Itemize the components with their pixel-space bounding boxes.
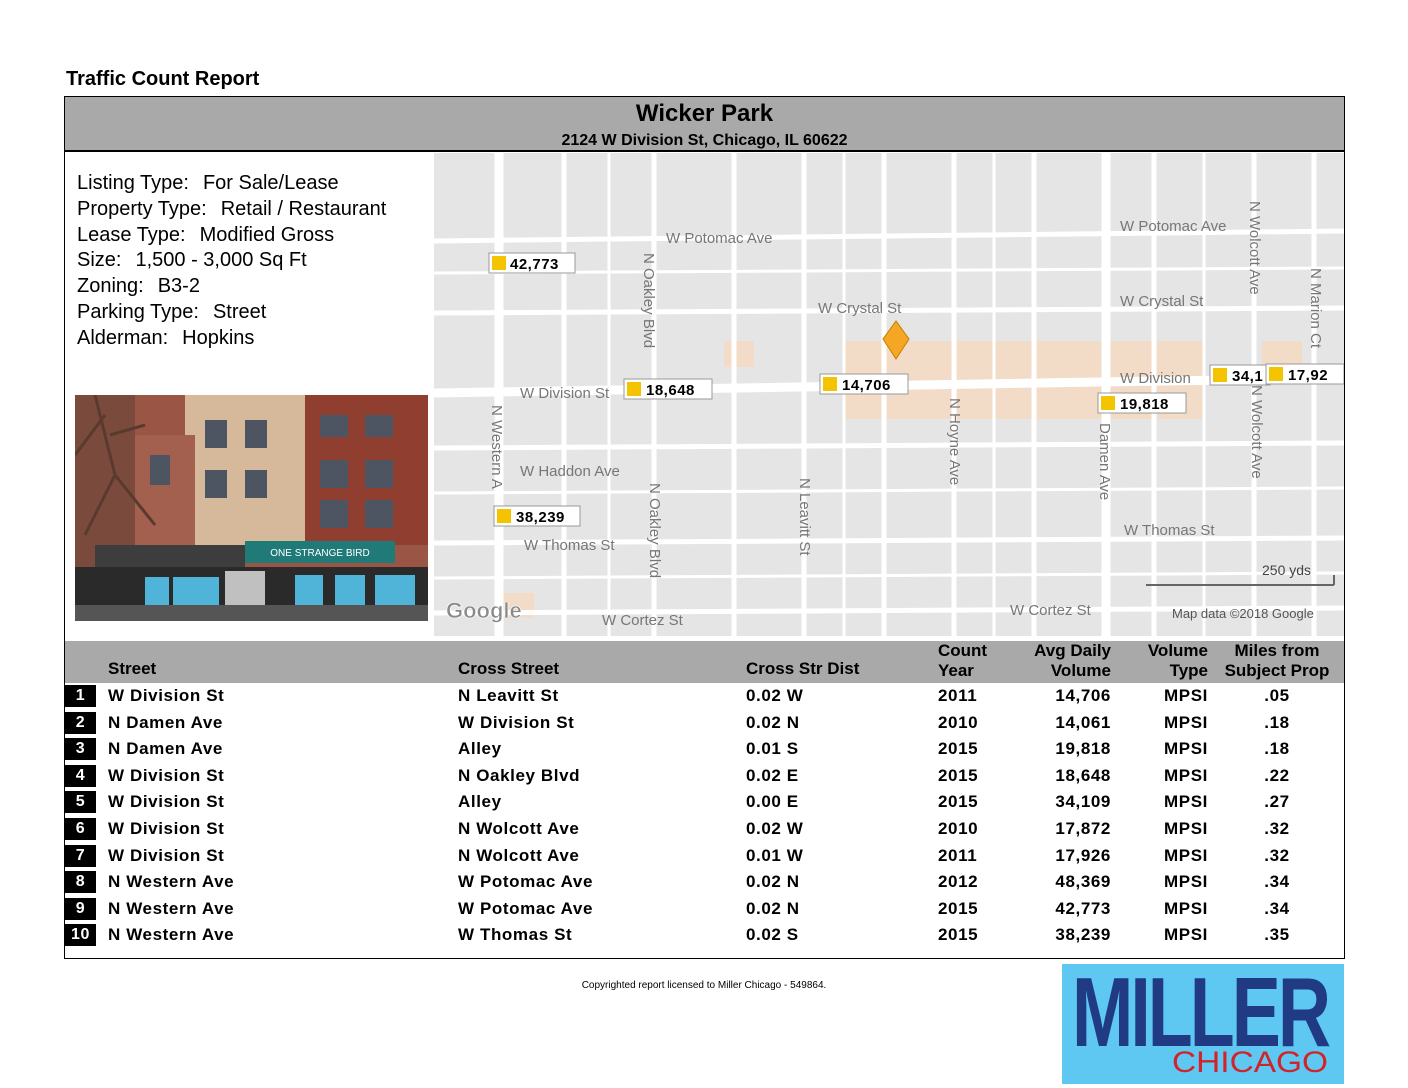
row-number-badge: 9 bbox=[65, 898, 96, 920]
detail-value: B3-2 bbox=[157, 275, 200, 298]
table-row bbox=[65, 870, 1344, 896]
cell-type: MPSI bbox=[1164, 819, 1208, 838]
row-number-badge: 5 bbox=[65, 791, 96, 813]
cell-cross: N Wolcott Ave bbox=[458, 845, 580, 865]
cell-dist: 0.02 N bbox=[746, 898, 800, 918]
cell-street: W Division St bbox=[108, 819, 225, 838]
cell-type: MPSI bbox=[1164, 792, 1208, 812]
cell-volume: 18,648 bbox=[1055, 765, 1111, 785]
traffic-map[interactable] bbox=[434, 153, 1344, 636]
count-marker[interactable] bbox=[820, 374, 908, 394]
cell-street: W Division St bbox=[108, 765, 225, 785]
detail-row bbox=[77, 171, 386, 197]
cell-dist: 0.02 N bbox=[746, 712, 800, 732]
count-label: 19,818 bbox=[1120, 396, 1169, 413]
count-marker[interactable] bbox=[1210, 365, 1270, 385]
cell-volume: 34,109 bbox=[1055, 792, 1111, 812]
cell-year: 2012 bbox=[938, 872, 979, 892]
cell-type: MPSI bbox=[1164, 898, 1208, 918]
count-marker[interactable] bbox=[494, 506, 580, 526]
logo-line-chicago: CHICAGO bbox=[1172, 1046, 1328, 1079]
count-label: 18,648 bbox=[646, 382, 695, 399]
cell-street: N Damen Ave bbox=[108, 739, 223, 759]
row-number-badge: 2 bbox=[65, 712, 96, 734]
street-label: W Division bbox=[1120, 370, 1191, 387]
cell-dist: 0.01 S bbox=[746, 739, 799, 759]
count-label: 17,92 bbox=[1288, 367, 1329, 384]
count-label: 14,706 bbox=[842, 377, 891, 394]
cell-dist: 0.01 W bbox=[746, 845, 804, 865]
street-label: N Hoyne Ave bbox=[946, 398, 963, 486]
table-row bbox=[65, 923, 1344, 949]
cell-cross: W Potomac Ave bbox=[458, 898, 594, 918]
row-number-badge: 3 bbox=[65, 738, 96, 760]
cell-type: MPSI bbox=[1164, 872, 1208, 892]
cell-volume: 38,239 bbox=[1055, 925, 1111, 945]
cell-cross: W Division St bbox=[458, 712, 575, 732]
property-name: Wicker Park bbox=[635, 100, 774, 127]
col-volume-1: Avg Daily bbox=[1034, 641, 1111, 660]
cell-type: MPSI bbox=[1164, 765, 1208, 785]
cell-year: 2015 bbox=[938, 898, 979, 918]
detail-row bbox=[77, 248, 386, 274]
street-label: W Thomas St bbox=[524, 537, 615, 554]
detail-row bbox=[77, 326, 386, 352]
table-row bbox=[65, 844, 1344, 870]
detail-key: Size: bbox=[77, 249, 122, 272]
col-miles-2: Subject Prop bbox=[1224, 661, 1330, 680]
detail-row bbox=[77, 300, 386, 326]
cell-miles: .32 bbox=[1264, 819, 1290, 838]
cell-volume: 14,706 bbox=[1055, 686, 1111, 705]
cell-miles: .22 bbox=[1264, 765, 1290, 785]
cell-volume: 14,061 bbox=[1055, 712, 1111, 732]
row-number-badge: 4 bbox=[65, 765, 96, 787]
cell-type: MPSI bbox=[1164, 925, 1208, 945]
street-label: W Cortez St bbox=[1010, 602, 1091, 619]
cell-year: 2015 bbox=[938, 739, 979, 759]
cell-miles: .34 bbox=[1264, 872, 1290, 892]
count-label: 34,1 bbox=[1232, 368, 1264, 385]
street-label: Damen Ave bbox=[1096, 423, 1113, 501]
table-row bbox=[65, 764, 1344, 790]
cell-volume: 17,926 bbox=[1055, 845, 1111, 865]
row-number-badge: 8 bbox=[65, 871, 96, 893]
report-title: Traffic Count Report bbox=[66, 68, 260, 90]
street-label: W Thomas St bbox=[1124, 522, 1215, 539]
cell-dist: 0.00 E bbox=[746, 792, 799, 812]
street-label: W Crystal St bbox=[1120, 293, 1204, 310]
col-count-year-1: Count bbox=[938, 641, 988, 660]
cell-street: N Western Ave bbox=[108, 925, 235, 945]
street-label: W Potomac Ave bbox=[666, 230, 773, 247]
cell-miles: .27 bbox=[1264, 792, 1290, 812]
street-label: W Division St bbox=[520, 385, 610, 402]
cell-miles: .34 bbox=[1264, 898, 1290, 918]
cell-year: 2010 bbox=[938, 819, 979, 838]
detail-key: Lease Type: bbox=[77, 223, 186, 246]
google-logo: Google bbox=[446, 598, 522, 623]
cell-year: 2010 bbox=[938, 712, 979, 732]
cell-volume: 19,818 bbox=[1055, 739, 1111, 759]
detail-row bbox=[77, 274, 386, 300]
street-label: N Leavitt St bbox=[796, 478, 813, 556]
count-label: 42,773 bbox=[510, 256, 559, 273]
storefront-sign: ONE STRANGE BIRD bbox=[270, 548, 370, 559]
detail-value: Street bbox=[212, 300, 267, 323]
cell-cross: N Oakley Blvd bbox=[458, 765, 581, 785]
property-photo bbox=[75, 395, 428, 621]
table-row bbox=[65, 711, 1344, 737]
col-cross-dist: Cross Str Dist bbox=[746, 659, 860, 678]
street-label: N Marion Ct bbox=[1307, 268, 1324, 349]
detail-value: Hopkins bbox=[182, 326, 255, 349]
cell-dist: 0.02 S bbox=[746, 925, 799, 945]
col-type-2: Type bbox=[1169, 661, 1208, 680]
scale-label: 250 yds bbox=[1262, 562, 1312, 578]
detail-key: Zoning: bbox=[77, 275, 144, 298]
street-label: N Wolcott Ave bbox=[1246, 201, 1263, 295]
count-marker[interactable] bbox=[489, 253, 575, 273]
cell-cross: W Thomas St bbox=[458, 925, 573, 945]
cell-dist: 0.02 W bbox=[746, 686, 804, 705]
cell-type: MPSI bbox=[1164, 845, 1208, 865]
cell-type: MPSI bbox=[1164, 686, 1208, 705]
detail-value: Modified Gross bbox=[199, 223, 335, 246]
detail-value: 1,500 - 3,000 Sq Ft bbox=[135, 249, 307, 272]
street-label: N Wolcott Ave bbox=[1248, 385, 1265, 479]
cell-street: N Damen Ave bbox=[108, 712, 223, 732]
street-label: W Crystal St bbox=[818, 300, 902, 317]
cell-cross: W Potomac Ave bbox=[458, 872, 594, 892]
count-marker[interactable] bbox=[624, 379, 712, 399]
property-details bbox=[77, 171, 386, 352]
col-miles-1: Miles from bbox=[1234, 641, 1320, 660]
detail-row bbox=[77, 223, 386, 249]
detail-value: Retail / Restaurant bbox=[220, 197, 387, 220]
detail-key: Listing Type: bbox=[77, 172, 189, 194]
street-label: N Oakley Blvd bbox=[646, 483, 663, 579]
row-number-badge: 6 bbox=[65, 818, 96, 840]
street-label: N Oakley Blvd bbox=[640, 253, 657, 349]
detail-value: For Sale/Lease bbox=[202, 172, 339, 194]
cell-cross: N Wolcott Ave bbox=[458, 819, 580, 838]
row-number-badge: 1 bbox=[65, 685, 96, 707]
cell-miles: .32 bbox=[1264, 845, 1290, 865]
cell-cross: Alley bbox=[458, 792, 502, 812]
cell-year: 2011 bbox=[938, 845, 978, 865]
cell-cross: Alley bbox=[458, 739, 502, 759]
cell-type: MPSI bbox=[1164, 739, 1208, 759]
detail-key: Parking Type: bbox=[77, 300, 199, 323]
cell-street: N Western Ave bbox=[108, 898, 235, 918]
cell-miles: .35 bbox=[1264, 925, 1290, 945]
cell-year: 2015 bbox=[938, 925, 979, 945]
cell-cross: N Leavitt St bbox=[458, 686, 559, 705]
col-type-1: Volume bbox=[1147, 641, 1208, 660]
copyright-notice: Copyrighted report licensed to Miller Chicago - 549864. bbox=[581, 980, 827, 991]
property-header bbox=[65, 97, 1344, 152]
street-label: W Potomac Ave bbox=[1120, 218, 1227, 235]
col-volume-2: Volume bbox=[1050, 661, 1111, 680]
detail-key: Alderman: bbox=[77, 326, 169, 349]
street-label: W Cortez St bbox=[602, 612, 683, 629]
detail-row bbox=[77, 197, 386, 223]
cell-dist: 0.02 N bbox=[746, 872, 800, 892]
cell-volume: 48,369 bbox=[1055, 872, 1111, 892]
cell-volume: 17,872 bbox=[1055, 819, 1111, 838]
table-row bbox=[65, 897, 1344, 923]
map-attribution: Map data ©2018 Google bbox=[1172, 606, 1314, 621]
cell-miles: .18 bbox=[1264, 739, 1290, 759]
count-marker[interactable] bbox=[1266, 364, 1344, 384]
count-label: 38,239 bbox=[516, 509, 565, 526]
detail-key: Property Type: bbox=[77, 197, 207, 220]
col-count-year-2: Year bbox=[938, 661, 974, 680]
table-row bbox=[65, 817, 1344, 843]
table-row bbox=[65, 790, 1344, 816]
cell-street: W Division St bbox=[108, 686, 225, 705]
street-label: W Haddon Ave bbox=[520, 463, 620, 480]
table-row bbox=[65, 684, 1344, 710]
property-address: 2124 W Division St, Chicago, IL 60622 bbox=[561, 132, 848, 149]
report-frame bbox=[64, 96, 1345, 959]
cell-dist: 0.02 W bbox=[746, 819, 804, 838]
col-street: Street bbox=[108, 659, 157, 678]
miller-chicago-logo bbox=[1062, 964, 1344, 1084]
street-label: N Western A bbox=[488, 405, 505, 489]
row-number-badge: 10 bbox=[65, 924, 96, 946]
col-cross-street: Cross Street bbox=[458, 659, 560, 678]
table-header bbox=[65, 641, 1344, 683]
cell-dist: 0.02 E bbox=[746, 765, 799, 785]
cell-year: 2011 bbox=[938, 686, 978, 705]
count-marker[interactable] bbox=[1098, 393, 1186, 413]
cell-type: MPSI bbox=[1164, 712, 1208, 732]
table-row bbox=[65, 737, 1344, 763]
cell-year: 2015 bbox=[938, 765, 979, 785]
cell-miles: .05 bbox=[1264, 686, 1290, 705]
cell-street: N Western Ave bbox=[108, 872, 235, 892]
logo-line-miller: MILLER bbox=[1072, 964, 1330, 1067]
cell-year: 2015 bbox=[938, 792, 979, 812]
cell-street: W Division St bbox=[108, 845, 225, 865]
row-number-badge: 7 bbox=[65, 845, 96, 867]
cell-street: W Division St bbox=[108, 792, 225, 812]
cell-miles: .18 bbox=[1264, 712, 1290, 732]
cell-volume: 42,773 bbox=[1055, 898, 1111, 918]
